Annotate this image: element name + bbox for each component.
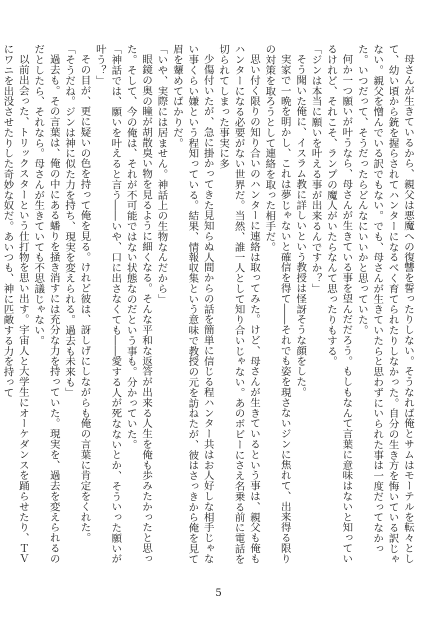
vertical-text-body <box>1 44 415 574</box>
paragraph: 思い付く限りの知り合いのハンターに連絡は取ってみた。けど、母さんが生きているという事は、親父も俺もハンターになる必要がない世界だ。当然、誰一人として知り合いじゃない。あのボビーにさえ名乗る前に電話を切られてしまった事実に多 <box>217 44 260 564</box>
paragraph: 何か一つ願いが叶うなら、母さんが生きている事を望んだだろう。もしもなんて言葉に意味はないと知っているけれど、それこそ、ランプの魔人がいたらなんて思ったりもする。 <box>324 44 353 564</box>
paragraph: 以前出会った、トリックスターという仕打物を思い出す。宇宙人と大学生にオーケダンスを踊らせたり、ＴＶにワニを出没させたりした奇妙な奴だ。あいつも、神に匹敵する力を持って <box>1 44 29 564</box>
paragraph: 過去も。その言葉は、俺の中にある蟠りを掻き消すには充分な力を持っていた。現実を、過去を変えられるのだとしたら、それなら。母さんが生きていても不思議じゃない。 <box>32 44 60 564</box>
paragraph: その目が、更に疑いの色を持って俺を見る。けれど彼は、訝しげにしながらも俺の言葉に肯定をくれた。 <box>78 54 91 544</box>
dialog-line: 「神話では、願いを叶えると言う――いや、口に出さなくても――愛する人が死なないとか、そういった願いが叶う？」 <box>93 44 122 564</box>
page-number: 5 <box>215 588 222 599</box>
dialog-line: 「ジンは本当に願いを叶える事が出来るんですか？」 <box>309 44 322 294</box>
paragraph: 母さんが生きているから、親父は悪魔への復讐を誓ったりしない。そうなれば俺とサムはモーテルを転々として、幼い頃から銃を握らされてハンターになるべく育てられたりしなかった。自分の生き方を悔いている訳じゃない。親父を憎んでいる訳でもない。でも、母さんが生きていたらと思わずにいられた事は一度だってなかった。いつだって、そうだったらどんなにいいかと思っていた。 <box>355 44 414 564</box>
dialog-line: 「そうだね。ジンは神に似た力を持ち、現実を変えられる。過去も未来も」 <box>63 44 76 398</box>
paragraph: 眼鏡の奥の瞳が胡散臭い物を見るように細くなる。そんな平和な返答が出来る人生を俺も歩みたかったと思った。そして、今の俺は、それが不可能ではない状態なのだという事も。分かっていた。 <box>124 44 153 564</box>
paragraph: 実家で一晩を明かし、これは夢じゃないと確信を得て――それでも姿を現さないジンに焦れて、出来得る限りの対策を取ろうとして連絡を取った相手だ。 <box>263 44 291 564</box>
dialog-line: 「いや、実際には居ません。神話上の生物なんだから」 <box>155 44 168 304</box>
paragraph: 少傷付いたが、急に掛かってきた見知らぬ人間からの話を簡単に信じる程ハンター共はお人好しな相手じゃない事くらい嫌という程知っている。結果、情報収集という意味で教授の元を訪ねたが、彼はさっきから俺を見て眉を顰めてばかりだ。 <box>170 44 214 564</box>
paragraph: そう聞いた俺に、イスラム教に詳しいという教授は怪訝そうな顔をした。 <box>294 54 307 398</box>
